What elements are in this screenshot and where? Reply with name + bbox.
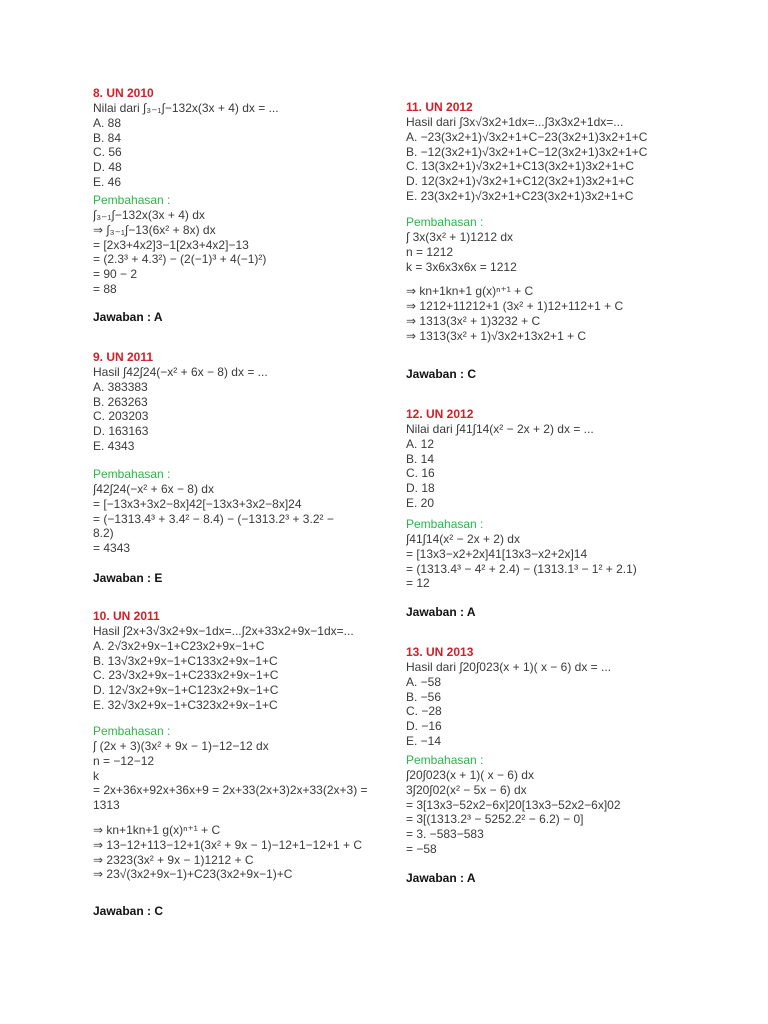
problem-12-option-e: E. 20	[406, 495, 435, 510]
problem-13-option-c: C. −28	[406, 704, 442, 719]
solution-line: = 3[13x3−52x2−6x]20[13x3−52x2−6x]02	[406, 797, 621, 812]
solution-line: ⇒ 13−12+113−12+1(3x² + 9x − 1)−12+1−12+1 + C	[93, 837, 363, 852]
pembahasan-label: Pembahasan :	[406, 753, 484, 767]
pembahasan-label: Pembahasan :	[406, 517, 484, 531]
problem-12-answer	[406, 605, 706, 620]
problem-10-title: 10. UN 2011	[93, 609, 160, 623]
solution-spacer	[406, 274, 706, 284]
problem-11-option-b: B. −12(3x2+1)√3x2+1+C−12(3x2+1)3x2+1+C	[406, 144, 648, 159]
problem-13-option-b: B. −56	[406, 689, 442, 704]
problem-12-option-d: D. 18	[406, 481, 435, 496]
solution-line: = 3. −583−583	[406, 827, 484, 842]
solution-line: = −58	[406, 841, 437, 856]
jawaban-label: Jawaban : C	[93, 904, 164, 918]
problem-10-option-b: B. 13√3x2+9x−1+C133x2+9x−1+C	[93, 653, 278, 668]
problem-12-title: 12. UN 2012	[406, 407, 474, 421]
problem-8	[93, 86, 393, 190]
problem-8-option-c: C. 56	[93, 145, 122, 160]
solution-line: ∫42∫24(−x² + 6x − 8) dx	[93, 482, 214, 496]
pembahasan-label: Pembahasan :	[93, 467, 171, 481]
problem-11-solution	[406, 215, 706, 344]
problem-8-title: 8. UN 2010	[93, 86, 154, 100]
solution-line: = 12	[406, 576, 430, 591]
problem-12-option-c: C. 16	[406, 466, 435, 481]
problem-13-solution	[406, 753, 706, 857]
solution-line: ∫ (2x + 3)(3x² + 9x − 1)−12−12 dx	[93, 739, 269, 753]
problem-10	[93, 609, 393, 713]
solution-line: n = −12−12	[93, 753, 155, 768]
solution-line: = [−13x3+3x2−8x]42[−13x3+3x2−8x]24	[93, 496, 302, 511]
problem-9-solution	[93, 467, 393, 556]
problem-10-option-d: D. 12√3x2+9x−1+C123x2+9x−1+C	[93, 683, 279, 698]
problem-13-option-a: A. −58	[406, 674, 442, 689]
problem-9-option-b: B. 263263	[93, 394, 148, 409]
problem-11	[406, 100, 706, 204]
solution-line: k	[93, 768, 99, 783]
problem-10-option-e: E. 32√3x2+9x−1+C323x2+9x−1+C	[93, 697, 278, 712]
problem-13-option-d: D. −16	[406, 719, 442, 734]
solution-line: = (1313.4³ − 4² + 2.4) − (1313.1³ − 1² + 2.1)	[406, 561, 637, 576]
problem-8-option-b: B. 84	[93, 130, 122, 145]
problem-10-solution	[93, 724, 393, 882]
problem-9-title: 9. UN 2011	[93, 350, 154, 364]
problem-8-option-a: A. 88	[93, 115, 122, 130]
problem-12	[406, 407, 706, 511]
problem-11-option-e: E. 23(3x2+1)√3x2+1+C23(3x2+1)3x2+1+C	[406, 188, 634, 203]
problem-11-option-c: C. 13(3x2+1)√3x2+1+C13(3x2+1)3x2+1+C	[406, 159, 635, 174]
pembahasan-label: Pembahasan :	[93, 724, 171, 738]
problem-10-option-a: A. 2√3x2+9x−1+C23x2+9x−1+C	[93, 638, 265, 653]
jawaban-label: Jawaban : C	[406, 367, 477, 381]
pembahasan-label: Pembahasan :	[93, 193, 171, 207]
problem-13-answer	[406, 871, 706, 886]
solution-line: = 90 − 2	[93, 267, 138, 282]
problem-13	[406, 645, 706, 749]
problem-12-option-b: B. 14	[406, 451, 435, 466]
problem-10-option-c: C. 23√3x2+9x−1+C233x2+9x−1+C	[93, 668, 279, 683]
solution-line: = 2x+36x+92x+36x+9 = 2x+33(2x+3)2x+33(2x+3) =	[93, 783, 368, 798]
pembahasan-label: Pembahasan :	[406, 215, 484, 229]
solution-line: ∫41∫14(x² − 2x + 2) dx	[406, 532, 520, 546]
solution-line: 1313	[93, 798, 120, 813]
problem-8-question: Nilai dari ∫₃₋₁∫−132x(3x + 4) dx = ...	[93, 101, 279, 115]
problem-9-option-d: D. 163163	[93, 424, 149, 439]
problem-10-answer	[93, 904, 393, 919]
solution-line: ∫ 3x(3x² + 1)1212 dx	[406, 230, 514, 244]
problem-13-title: 13. UN 2013	[406, 645, 474, 659]
solution-line: ⇒ kn+1kn+1 g(x)ⁿ⁺¹ + C	[406, 284, 534, 299]
problem-11-answer	[406, 367, 706, 382]
problem-12-question: Nilai dari ∫41∫14(x² − 2x + 2) dx = ...	[406, 422, 594, 436]
solution-line: ∫₃₋₁∫−132x(3x + 4) dx	[93, 208, 205, 222]
solution-line: 3∫20∫02(x² − 5x − 6) dx	[406, 782, 527, 797]
problem-9	[93, 350, 393, 454]
jawaban-label: Jawaban : A	[406, 605, 476, 619]
problem-11-question: Hasil dari ∫3x√3x2+1dx=...∫3x3x2+1dx=...	[406, 115, 624, 129]
solution-line: ∫20∫023(x + 1)( x − 6) dx	[406, 768, 534, 782]
problem-8-answer	[93, 310, 393, 325]
solution-line: ⇒ 1313(3x² + 1)√3x2+13x2+1 + C	[406, 328, 587, 343]
solution-line: ⇒ ∫₃₋₁∫−13(6x² + 8x) dx	[93, 222, 216, 237]
problem-9-answer	[93, 571, 393, 586]
solution-spacer	[93, 813, 393, 823]
problem-13-option-e: E. −14	[406, 733, 442, 748]
problem-11-title: 11. UN 2012	[406, 100, 473, 114]
problem-9-option-a: A. 383383	[93, 379, 148, 394]
problem-9-question: Hasil ∫42∫24(−x² + 6x − 8) dx = ...	[93, 365, 268, 379]
solution-line: n = 1212	[406, 244, 454, 259]
problem-11-option-d: D. 12(3x2+1)√3x2+1+C12(3x2+1)3x2+1+C	[406, 174, 635, 189]
problem-11-option-a: A. −23(3x2+1)√3x2+1+C−23(3x2+1)3x2+1+C	[406, 129, 648, 144]
solution-line: = 4343	[93, 541, 131, 556]
solution-line: = (−1313.4³ + 3.4² − 8.4) − (−1313.2³ + 3.2² −	[93, 511, 334, 526]
solution-line: = 3[(1313.2³ − 5252.2² − 6.2) − 0]	[406, 812, 584, 827]
jawaban-label: Jawaban : A	[406, 871, 476, 885]
solution-line: ⇒ kn+1kn+1 g(x)ⁿ⁺¹ + C	[93, 822, 221, 837]
problem-8-option-e: E. 46	[93, 174, 122, 189]
solution-line: ⇒ 1212+11212+1 (3x² + 1)12+112+1 + C	[406, 299, 624, 314]
problem-9-option-e: E. 4343	[93, 438, 135, 453]
jawaban-label: Jawaban : E	[93, 571, 163, 585]
problem-10-question: Hasil ∫2x+3√3x2+9x−1dx=...∫2x+33x2+9x−1dx=...	[93, 624, 354, 638]
problem-12-option-a: A. 12	[406, 436, 435, 451]
solution-line: k = 3x6x3x6x = 1212	[406, 259, 517, 274]
problem-13-question: Hasil dari ∫20∫023(x + 1)( x − 6) dx = ...	[406, 660, 611, 674]
solution-line: ⇒ 23√(3x2+9x−1)+C23(3x2+9x−1)+C	[93, 867, 293, 882]
solution-line: ⇒ 1313(3x² + 1)3232 + C	[406, 313, 541, 328]
solution-line: = 88	[93, 281, 117, 296]
problem-9-option-c: C. 203203	[93, 409, 149, 424]
problem-8-solution	[93, 193, 393, 297]
solution-line: 8.2)	[93, 526, 114, 541]
problem-12-solution	[406, 517, 706, 591]
solution-line: ⇒ 2323(3x² + 9x − 1)1212 + C	[93, 852, 254, 867]
solution-line: = [2x3+4x2]3−1[2x3+4x2]−13	[93, 237, 249, 252]
solution-line: = [13x3−x2+2x]41[13x3−x2+2x]14	[406, 546, 588, 561]
solution-line: = (2.3³ + 4.3²) − (2(−1)³ + 4(−1)²)	[93, 252, 267, 267]
problem-8-option-d: D. 48	[93, 160, 122, 175]
jawaban-label: Jawaban : A	[93, 310, 163, 324]
